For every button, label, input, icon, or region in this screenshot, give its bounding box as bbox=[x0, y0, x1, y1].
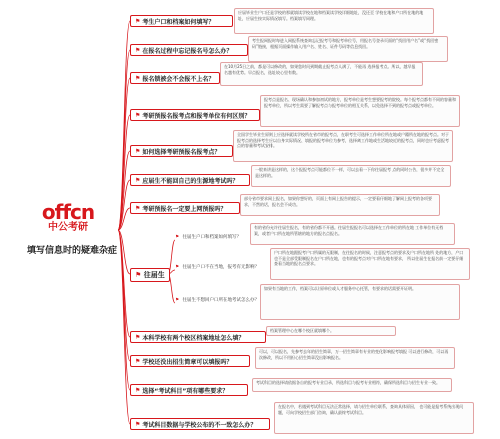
branch-question bbox=[130, 202, 240, 214]
root-title: 填写信息时的疑难杂症 bbox=[26, 246, 117, 256]
branch-answer: 在10月25日之前，都是可以修改的，如果您时问到期截止报考点人满了，不能再 选择报考点。所以，越早报名越有优势。早点报名，选址较心里有数。 bbox=[220, 62, 423, 86]
flag-icon: ⚑ bbox=[175, 265, 180, 270]
sub-answer: 如果有当地的工作，档案可以让原单位或人才服务中心托管，有要求的话需要开证明。 bbox=[260, 284, 460, 320]
flag-icon: ⚑ bbox=[135, 271, 142, 279]
branch-question bbox=[130, 174, 250, 186]
branch-answer: 考试科目的选择请依据各自的报考专业目录，所选科目与报考专业相符，确保所选科目与招生专业一致。 bbox=[252, 378, 452, 392]
branch-question bbox=[130, 72, 220, 84]
flag-icon: ⚑ bbox=[135, 386, 141, 394]
branch-answer: 应届毕业生户口还是学校的那就填读学校在地和档案读学校详细地址，没还至 学校在地和户口所在地的地址，应届生按实际情况填写。档案填写同理。 bbox=[234, 8, 434, 34]
branch-question-text: 本科学校有两个校区档案地址怎么填？ bbox=[142, 334, 245, 342]
branch-question-text: 应届生不能回自己的生源地考试吗？ bbox=[142, 177, 239, 185]
flag-icon: ⚑ bbox=[135, 176, 141, 184]
sub-question-text: 往届生不想回户口所在地考试怎么办？ bbox=[182, 298, 259, 303]
flag-icon: ⚑ bbox=[135, 357, 141, 365]
sub-question-text: 往届生户口不在当地，报考有无影响？ bbox=[182, 265, 259, 270]
sub-question bbox=[175, 297, 259, 303]
flag-icon: ⚑ bbox=[135, 147, 141, 155]
branch-question bbox=[130, 109, 260, 121]
flag-icon: ⚑ bbox=[135, 420, 141, 428]
flag-icon: ⚑ bbox=[135, 17, 141, 25]
branch-question-text: 报名锁被会不会报不上名？ bbox=[142, 75, 215, 83]
flag-icon: ⚑ bbox=[135, 46, 141, 54]
branch-answer: 可以，可以报名，先参考去年的招生简章，万一招生简章有专业的变化影响报考填报 可以进行修改，可以再次修改，所以不用担心招生简章没出影响报名。 bbox=[255, 347, 455, 369]
branch-question-text: 如何选择考研预报名报考点？ bbox=[142, 148, 221, 156]
branch-question bbox=[130, 418, 270, 430]
sub-answer: 有的省份允许往届生报名，有的省份都不开通。往届生报报名可以选择在工作单位的所在地 工作单位有无档案，或者户口所在地所管辖的地方的报名点报名。 bbox=[250, 223, 455, 245]
branch-question-text: 考研预报名一定要上网预报吗？ bbox=[142, 205, 227, 213]
branch-question bbox=[130, 44, 248, 56]
flag-icon: ⚑ bbox=[175, 235, 180, 240]
flag-icon: ⚑ bbox=[135, 333, 141, 341]
logo-chinese: 中公考研 bbox=[48, 222, 88, 233]
branch-question bbox=[130, 145, 233, 157]
logo-wordmark: offcn bbox=[41, 200, 95, 224]
branch-question bbox=[130, 331, 266, 343]
branch-answer: 考生报网报时每进入网报系统查询忘记报考号和报考单位号，用报名号登录页面的“找回用户名”或“找回密码”链接，根据页面操作输入用户名、姓名、证件号码等信息找回。 bbox=[248, 36, 448, 62]
branch-connector bbox=[118, 21, 130, 230]
branch-question-text: 选择“考试科目”项有哪些要求？ bbox=[142, 387, 229, 395]
branch-answer: 一般来讲是这样的，这个报报考点可能都位不一样，可以去看一下你往届报考 点的同时公告，很多并不完全是这样的。 bbox=[251, 165, 451, 187]
branch-question-text: 考生户口和档案如何填写？ bbox=[142, 18, 215, 26]
group-label bbox=[130, 268, 170, 282]
flag-icon: ⚑ bbox=[175, 298, 180, 303]
branch-question-text: 学校还没出招生简章可以填报吗？ bbox=[142, 358, 233, 366]
branch-question bbox=[130, 355, 250, 367]
branch-connector bbox=[118, 230, 130, 424]
branch-answer: 报考点是报名、现场确认和参加初试的地方，报考单位是考生想要报考的院校。每个报考点都有不同的容量和报考单位，所以考生需要了解报考点与报考单位的相互关系，以免选择不到的报考点或报考单位。 bbox=[260, 95, 460, 127]
branch-question bbox=[130, 15, 233, 27]
branch-question-text: 在报名过程中忘记报名号怎么办？ bbox=[142, 47, 233, 55]
flag-icon: ⚑ bbox=[135, 111, 141, 119]
flag-icon: ⚑ bbox=[135, 204, 141, 212]
branch-question-text: 考研预报名报考点和报考单位有何区别？ bbox=[142, 112, 251, 120]
branch-answer: 档案管理中心在哪个校区就填哪个。 bbox=[266, 326, 396, 336]
branch-question-text: 考试科目数据与学校公布的不一致怎么办？ bbox=[142, 421, 257, 429]
sub-question bbox=[175, 264, 259, 270]
sub-answer: 户口所在地跟报考户口所属的无限制，在往报名的时候，注意报考点的要求及户口所在地所 处的地方，户口也不是全部受限制报名在户口所在地，也有的报考点对户口所在地有要求， 所以往届生在报名前一定要仔细查看当地的报名点要求。 bbox=[270, 248, 470, 280]
flag-icon: ⚑ bbox=[135, 74, 141, 82]
group-label-text: 往届生 bbox=[143, 271, 165, 279]
branch-answer: 部分省市要求网上报名，如果你想好的，页面上有网上报告的提示，一定要看仔细地了解网上报考的各项要求，不然的话，报名会不成功。 bbox=[240, 194, 440, 216]
branch-answer: 全国学生毕业生原则上应选择就读学校所在省市的报考点，在职考生可选择工作单位所在地或户籍所在地的报考点。对于报考点的选择考生应以自身实际情况、填报的报考单位为参考，选择离工作地或生活地较近的报考点，同时也应考虑报考点的容量和考试安排。 bbox=[233, 130, 453, 162]
sub-question-text: 往届生户口和档案如何填写？ bbox=[182, 235, 241, 240]
branch-answer: 在报名中，若遇到考试科目无法正常选择，请与招生单位联系，查询具体原因， 也可能是报考系统出现问题，可向学校招生部门咨询，确认最终考试科目。 bbox=[274, 402, 474, 434]
branch-question bbox=[130, 384, 248, 396]
offcn-logo bbox=[18, 202, 118, 234]
sub-question bbox=[175, 234, 241, 240]
